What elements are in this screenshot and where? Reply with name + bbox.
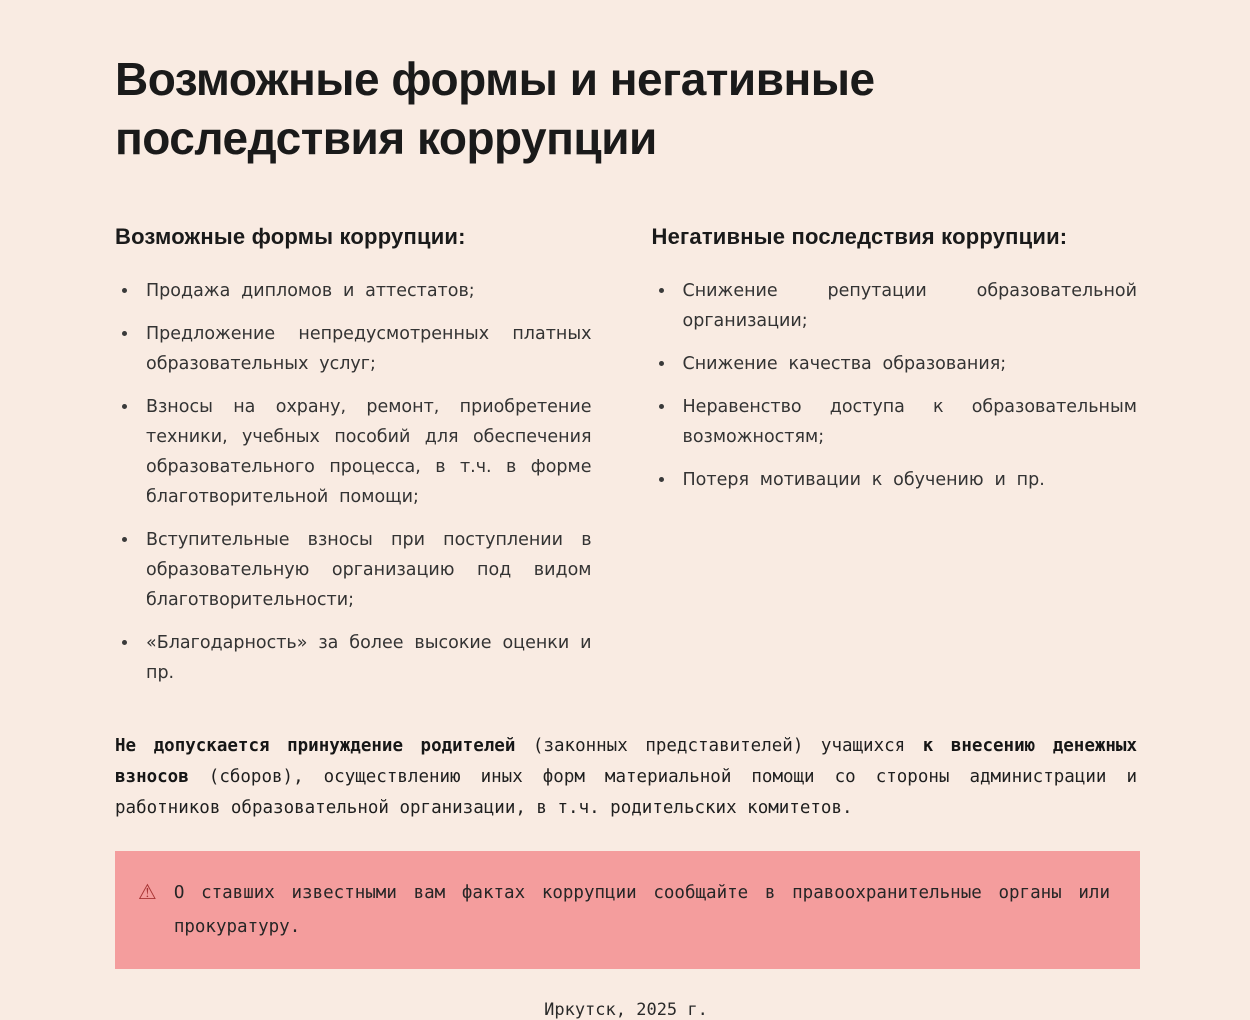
- note-text-1: (законных представителей) учащихся: [515, 735, 923, 756]
- list-item: Вступительные взносы при поступлении в образовательную организацию под видом благотворительности;: [115, 525, 592, 615]
- list-item: Неравенство доступа к образовательным возможностям;: [652, 392, 1137, 452]
- note-bold-2: к внесению денежных взносов: [115, 735, 1137, 787]
- forms-heading: Возможные формы коррупции:: [115, 223, 466, 249]
- consequences-section: [652, 224, 1137, 701]
- consequences-list: [652, 276, 1137, 495]
- list-item: Потеря мотивации к обучению и пр.: [652, 465, 1137, 495]
- page-title: [115, 50, 1137, 168]
- forms-section: [115, 224, 592, 701]
- warning-triangle-icon: ⚠: [138, 879, 157, 904]
- note-text-2: (сборов), осуществлению иных форм материальной помощи со стороны администрации и работников образовательной организации, в т.ч. родительских комитетов.: [115, 766, 1137, 818]
- list-item: Снижение качества образования;: [652, 349, 1137, 379]
- page-title-line1: Возможные формы и негативные: [115, 53, 875, 105]
- footer-city-year: Иркутск, 2025 г.: [544, 999, 708, 1020]
- note-bold-1: Не допускается принуждение родителей: [115, 735, 516, 756]
- warning-banner: [115, 851, 1140, 969]
- list-item: Снижение репутации образовательной организации;: [652, 276, 1137, 336]
- list-item: Продажа дипломов и аттестатов;: [115, 276, 592, 306]
- note-paragraph: [115, 731, 1137, 824]
- consequences-heading: Негативные последствия коррупции:: [651, 223, 1068, 249]
- forms-list: [115, 276, 592, 688]
- list-item: Взносы на охрану, ремонт, приобретение техники, учебных пособий для обеспечения образовательного процесса, в т.ч. в форме благотворительной помощи;: [115, 392, 592, 512]
- warning-text: О ставших известными вам фактах коррупции сообщайте в правоохранительные органы или прокуратуру.: [173, 882, 1110, 937]
- page-title-line2: последствия коррупции: [115, 111, 657, 164]
- list-item: «Благодарность» за более высокие оценки и пр.: [115, 628, 592, 688]
- two-column-layout: [115, 224, 1137, 701]
- list-item: Предложение непредусмотренных платных образовательных услуг;: [115, 319, 592, 379]
